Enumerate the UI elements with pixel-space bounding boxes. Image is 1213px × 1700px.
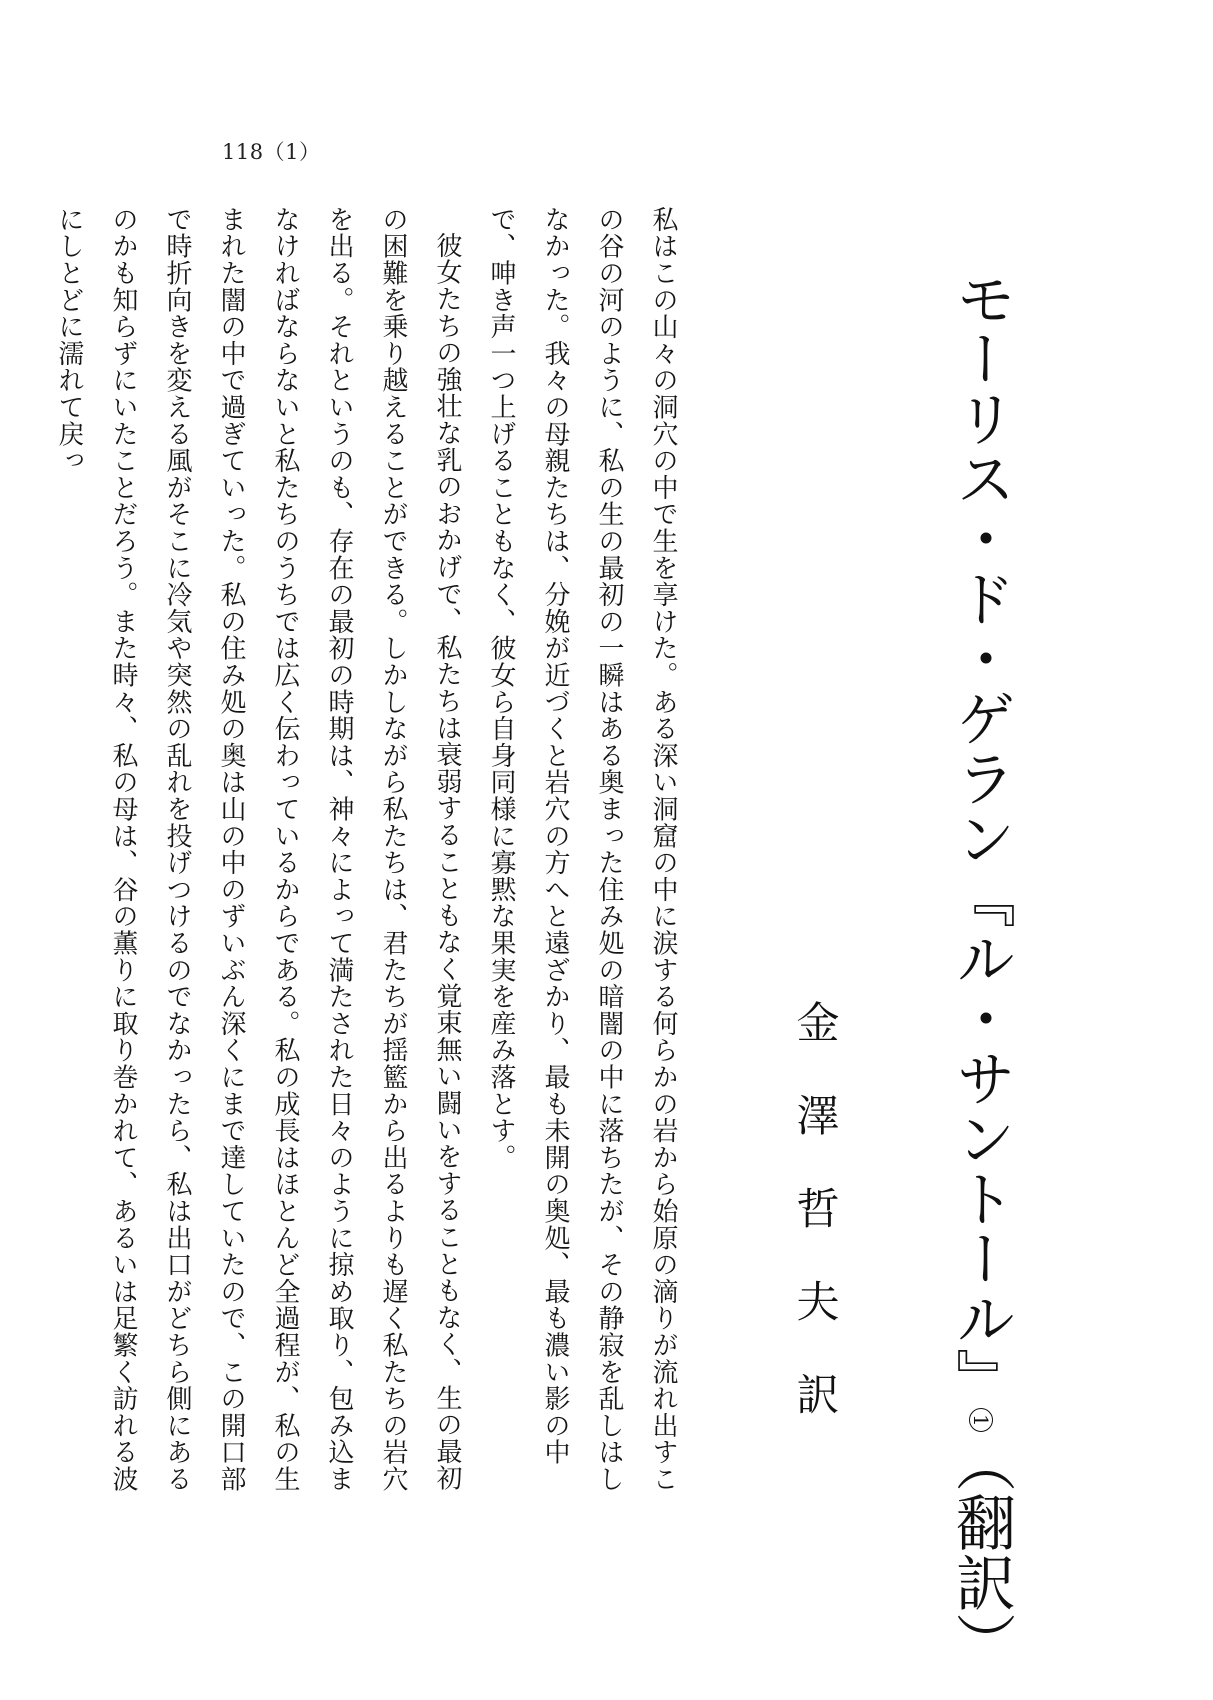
- translator-char: 哲: [796, 1185, 840, 1235]
- body-text: [54, 206, 690, 1496]
- translator-byline: [788, 1000, 848, 1420]
- translator-char: 訳: [796, 1371, 840, 1421]
- title-main: モーリス・ド・ゲラン『ル・サントール』: [946, 268, 1016, 1408]
- page-number: 118（1）: [222, 140, 321, 164]
- translator-char: 澤: [796, 1092, 840, 1142]
- paragraph: 彼女たちの強壮な乳のおかげで、私たちは衰弱することもなく覚束無い闘いをすることもなく、生の最初の困難を乗り越えることができる。しかしながら私たちは、君たちが揺籃から出るよりも遅く私たちの岩穴を出る。それというのも、存在の最初の時期は、神々によって満たされた日々のように掠め取り、包み込まなければならないと私たちのうちでは広く伝わっているからである。私の成長はほとんど全過程が、私の生まれた闇の中で過ぎていった。私の住み処の奥は山の中のずいぶん深くにまで達していたので、この開口部で時折向きを変える風がそこに冷気や突然の乱れを投げつけるのでなかったら、私は出口がどちら側にあるのかも知らずにいたことだろう。また時々、私の母は、谷の薫りに取り巻かれて、あるいは足繁く訪れる波にしとどに濡れて戻っ: [54, 206, 462, 1493]
- article-title: [940, 268, 1022, 1672]
- title-suffix: （翻訳）: [946, 1432, 1016, 1672]
- paragraph: 私はこの山々の洞穴の中で生を享けた。ある深い洞窟の中に涙する何らかの岩から始原の滴りが流れ出すこの谷の河のように、私の生の最初の一瞬はある奥まった住み処の暗闇の中に落ちたが、その静寂を乱しはしなかった。我々の母親たちは、分娩が近づくと岩穴の方へと遠ざかり、最も未開の奥処、最も濃い影の中で、呻き声一つ上げることもなく、彼女ら自身同様に寡黙な果実を産み落とす。: [486, 206, 678, 1493]
- footnote-marker[interactable]: 1: [969, 1408, 993, 1432]
- translator-char: 金: [796, 999, 840, 1049]
- translator-char: 夫: [796, 1278, 840, 1328]
